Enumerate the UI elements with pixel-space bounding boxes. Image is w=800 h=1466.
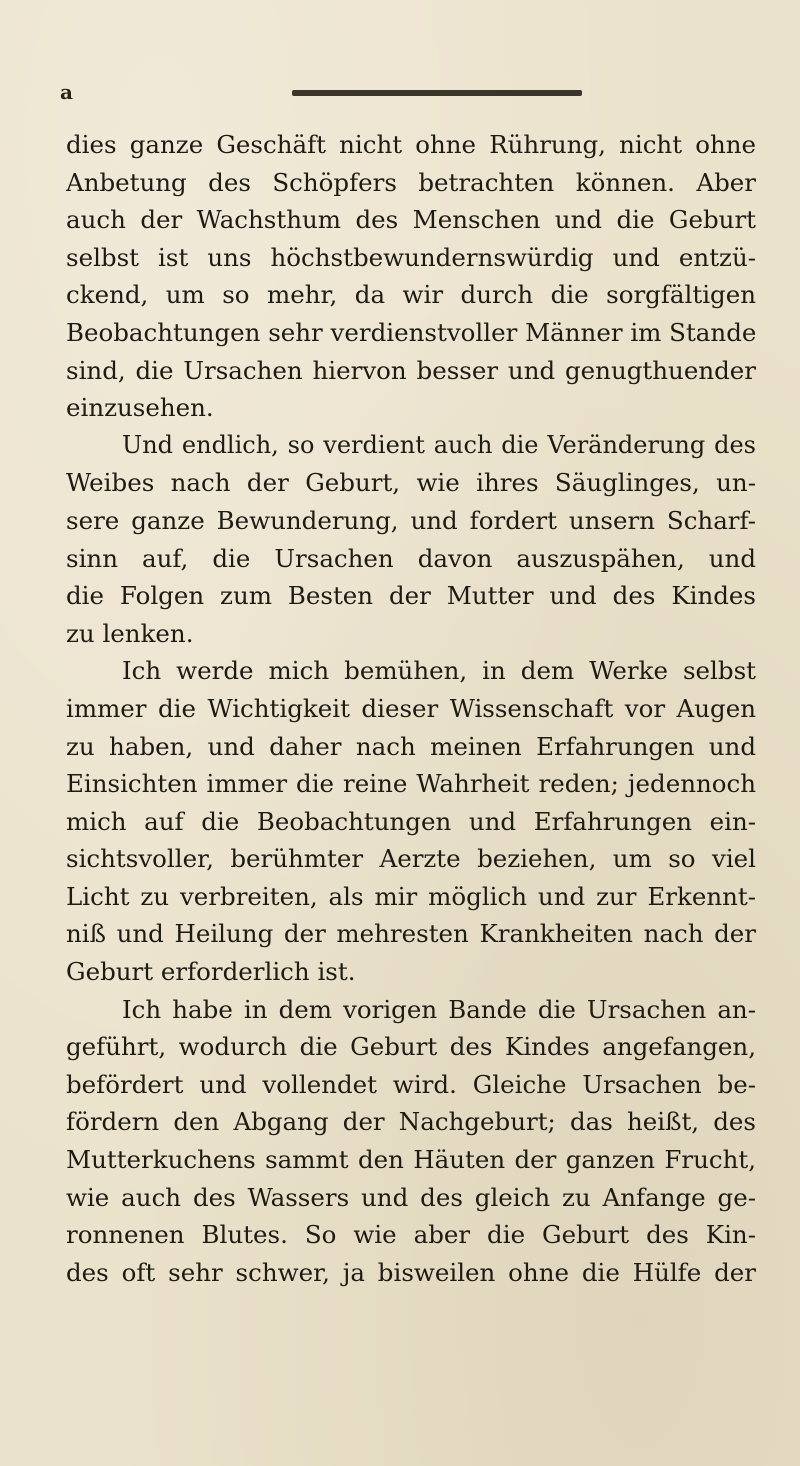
text-line: ronnenen Blutes. So wie aber die Geburt des Kin- bbox=[66, 1220, 756, 1250]
text-line: immer die Wichtigkeit dieser Wissenschaft vor Augen bbox=[66, 693, 756, 723]
text-line: Licht zu verbreiten, als mir möglich und zur Erkennt- bbox=[66, 881, 756, 911]
text-line: befördert und vollendet wird. Gleiche Ursachen be- bbox=[66, 1069, 756, 1099]
text-line: auch der Wachsthum des Menschen und die Geburt bbox=[66, 205, 756, 235]
text-line: niß und Heilung der mehresten Krankheiten nach der bbox=[66, 919, 756, 949]
text-line: sind, die Ursachen hiervon besser und genugthuender bbox=[66, 355, 756, 385]
page-signature-mark: a bbox=[60, 80, 73, 104]
text-line: Geburt erforderlich ist. bbox=[66, 957, 356, 987]
text-line: fördern den Abgang der Nachgeburt; das heißt, des bbox=[66, 1107, 756, 1137]
text-line: einzusehen. bbox=[66, 393, 214, 423]
text-line: Mutterkuchens sammt den Häuten der ganzen Frucht, bbox=[66, 1145, 756, 1175]
text-line: dies ganze Geschäft nicht ohne Rührung, nicht ohne bbox=[66, 130, 756, 159]
body-text bbox=[66, 126, 756, 1291]
text-line: sere ganze Bewunderung, und fordert unsern Scharf- bbox=[66, 505, 756, 535]
text-line: geführt, wodurch die Geburt des Kindes angefangen, bbox=[66, 1032, 756, 1062]
text-line: Anbetung des Schöpfers betrachten können. Aber bbox=[66, 167, 756, 197]
page-header bbox=[60, 82, 760, 108]
text-line: wie auch des Wassers und des gleich zu Anfange ge- bbox=[66, 1182, 756, 1212]
text-line: sichtsvoller, berühmter Aerzte beziehen, um so viel bbox=[66, 844, 756, 874]
text-line: mich auf die Beobachtungen und Erfahrungen ein- bbox=[66, 806, 756, 836]
text-line: ckend, um so mehr, da wir durch die sorgfältigen bbox=[66, 280, 756, 310]
text-line: Und endlich, so verdient auch die Veränderung des bbox=[122, 430, 756, 459]
text-line: selbst ist uns höchstbewundernswürdig und entzü- bbox=[66, 242, 756, 272]
text-line: zu haben, und daher nach meinen Erfahrungen und bbox=[66, 731, 756, 761]
text-line: Ich werde mich bemühen, in dem Werke selbst bbox=[122, 656, 756, 686]
text-line: Weibes nach der Geburt, wie ihres Säuglinges, un- bbox=[66, 468, 756, 498]
text-line: Ich habe in dem vorigen Bande die Ursachen an- bbox=[122, 994, 756, 1024]
text-line: Einsichten immer die reine Wahrheit reden; jedennoch bbox=[66, 769, 756, 799]
text-line: sinn auf, die Ursachen davon auszuspähen, und bbox=[66, 543, 756, 573]
text-line: des oft sehr schwer, ja bisweilen ohne die Hülfe der bbox=[66, 1257, 756, 1287]
text-line: zu lenken. bbox=[66, 618, 194, 648]
text-line: die Folgen zum Besten der Mutter und des Kindes bbox=[66, 581, 756, 611]
header-rule bbox=[292, 90, 582, 96]
text-line: Beobachtungen sehr verdienstvoller Männer im Stande bbox=[66, 317, 756, 347]
